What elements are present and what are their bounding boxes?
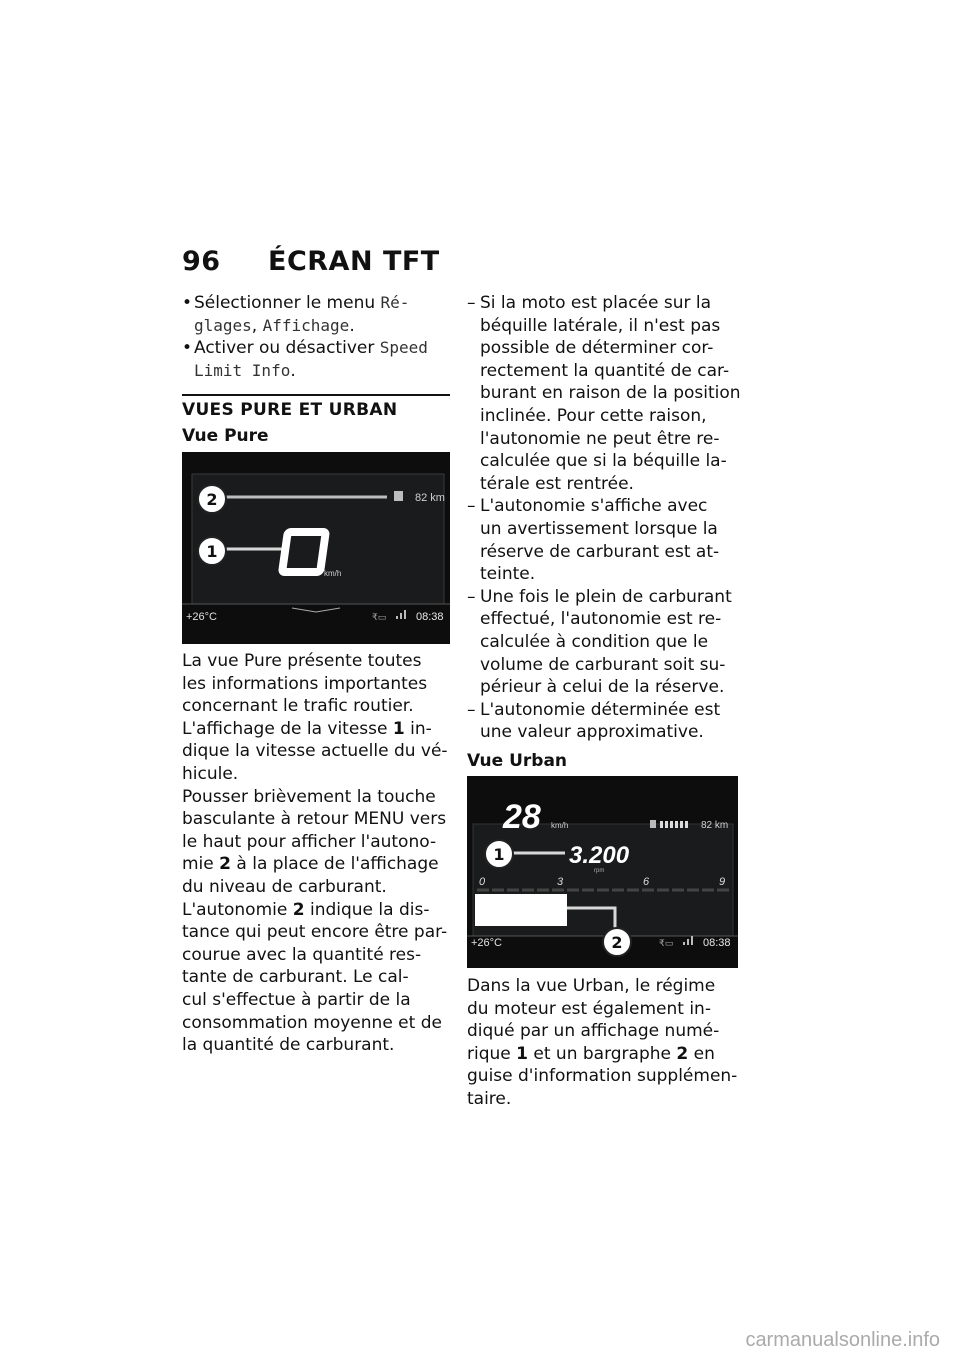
speed-unit: km/h xyxy=(551,821,569,830)
pure-view-screenshot xyxy=(182,452,450,644)
subsection-title-pure: Vue Pure xyxy=(182,426,269,446)
svg-text:1: 1 xyxy=(206,542,218,561)
urban-view-display xyxy=(467,776,738,968)
dash-item: – Si la moto est placée sur la béquille latérale, il n'est pas possible de déterminer cor- rectement la quantité de car- burant en raison de la position inclinée. Pour cette raison, l'autonomie ne peut être re- calculée que si la béquille la- térale est rentrée. xyxy=(467,292,747,495)
clock: 08:38 xyxy=(703,937,731,949)
rpm-unit: rpm xyxy=(594,868,605,874)
bullet-item: • Sélectionner le menu Ré- glages, Affichage. xyxy=(182,292,452,337)
subsection-title-urban: Vue Urban xyxy=(467,751,568,771)
bullet-list xyxy=(182,292,452,382)
pure-description: La vue Pure présente toutes les informations importantes concernant le trafic routier. L'affichage de la vitesse 1 in- dique la vitesse actuelle du vé- hicule. Pousser brièvement la touche basculante à retour MENU vers le haut pour afficher l'autono- mie 2 à la place de l'affichage du niveau de carburant. L'autonomie 2 indique la dis- tance qui peut encore être par- courue avec la quantité res- tante de carburant. Le cal- cul s'effectue à partir de la consommation moyenne et de la quantité de carburant. xyxy=(182,651,448,1056)
scale-3: 3 xyxy=(557,876,564,888)
speed-unit: km/h xyxy=(324,569,342,578)
dash-list xyxy=(467,292,747,744)
svg-text:1: 1 xyxy=(493,845,505,864)
bullet-item: • Activer ou désactiver Speed Limit Info. xyxy=(182,337,452,382)
dash-item: – L'autonomie s'affiche avec un avertissement lorsque la réserve de carburant est at- teinte. xyxy=(467,495,747,585)
page-header xyxy=(182,246,440,277)
fuel-icon xyxy=(394,491,403,501)
watermark: carmanualsonline.info xyxy=(745,1329,940,1351)
speed-value: 28 xyxy=(503,798,541,836)
temperature: +26°C xyxy=(186,611,218,623)
bargraph-fill xyxy=(475,894,567,926)
scale-0: 0 xyxy=(479,876,486,888)
scale-6: 6 xyxy=(643,876,650,888)
urban-description: Dans la vue Urban, le régime du moteur est également in- diqué par un affichage numé- rique 1 et un bargraphe 2 en guise d'information supplémen- taire. xyxy=(467,976,738,1109)
phone-icon: ₹▭ xyxy=(659,939,674,949)
section-divider xyxy=(182,394,450,396)
urban-view-screenshot xyxy=(467,776,738,968)
section-title: VUES PURE ET URBAN xyxy=(182,400,398,420)
phone-icon: ₹▭ xyxy=(372,613,387,623)
fuel-icon xyxy=(650,820,656,828)
pure-view-display xyxy=(182,452,450,644)
dash-item: – Une fois le plein de carburant effectué, l'autonomie est re- calculée à condition que le volume de carburant soit su- périeur à celui de la réserve. xyxy=(467,586,747,699)
page-title: ÉCRAN TFT xyxy=(268,246,440,277)
svg-text:2: 2 xyxy=(206,490,218,509)
dash-item: – L'autonomie déterminée est une valeur approximative. xyxy=(467,699,747,744)
range-value: 82 km xyxy=(415,492,445,504)
svg-text:2: 2 xyxy=(611,933,623,952)
clock: 08:38 xyxy=(416,611,444,623)
temperature: +26°C xyxy=(471,937,503,949)
range-value: 82 km xyxy=(701,820,729,831)
scale-9: 9 xyxy=(719,876,726,888)
rpm-value: 3.200 xyxy=(569,842,630,869)
signal-icon xyxy=(396,616,398,619)
signal-icon xyxy=(683,942,685,945)
page-number: 96 xyxy=(182,246,221,277)
